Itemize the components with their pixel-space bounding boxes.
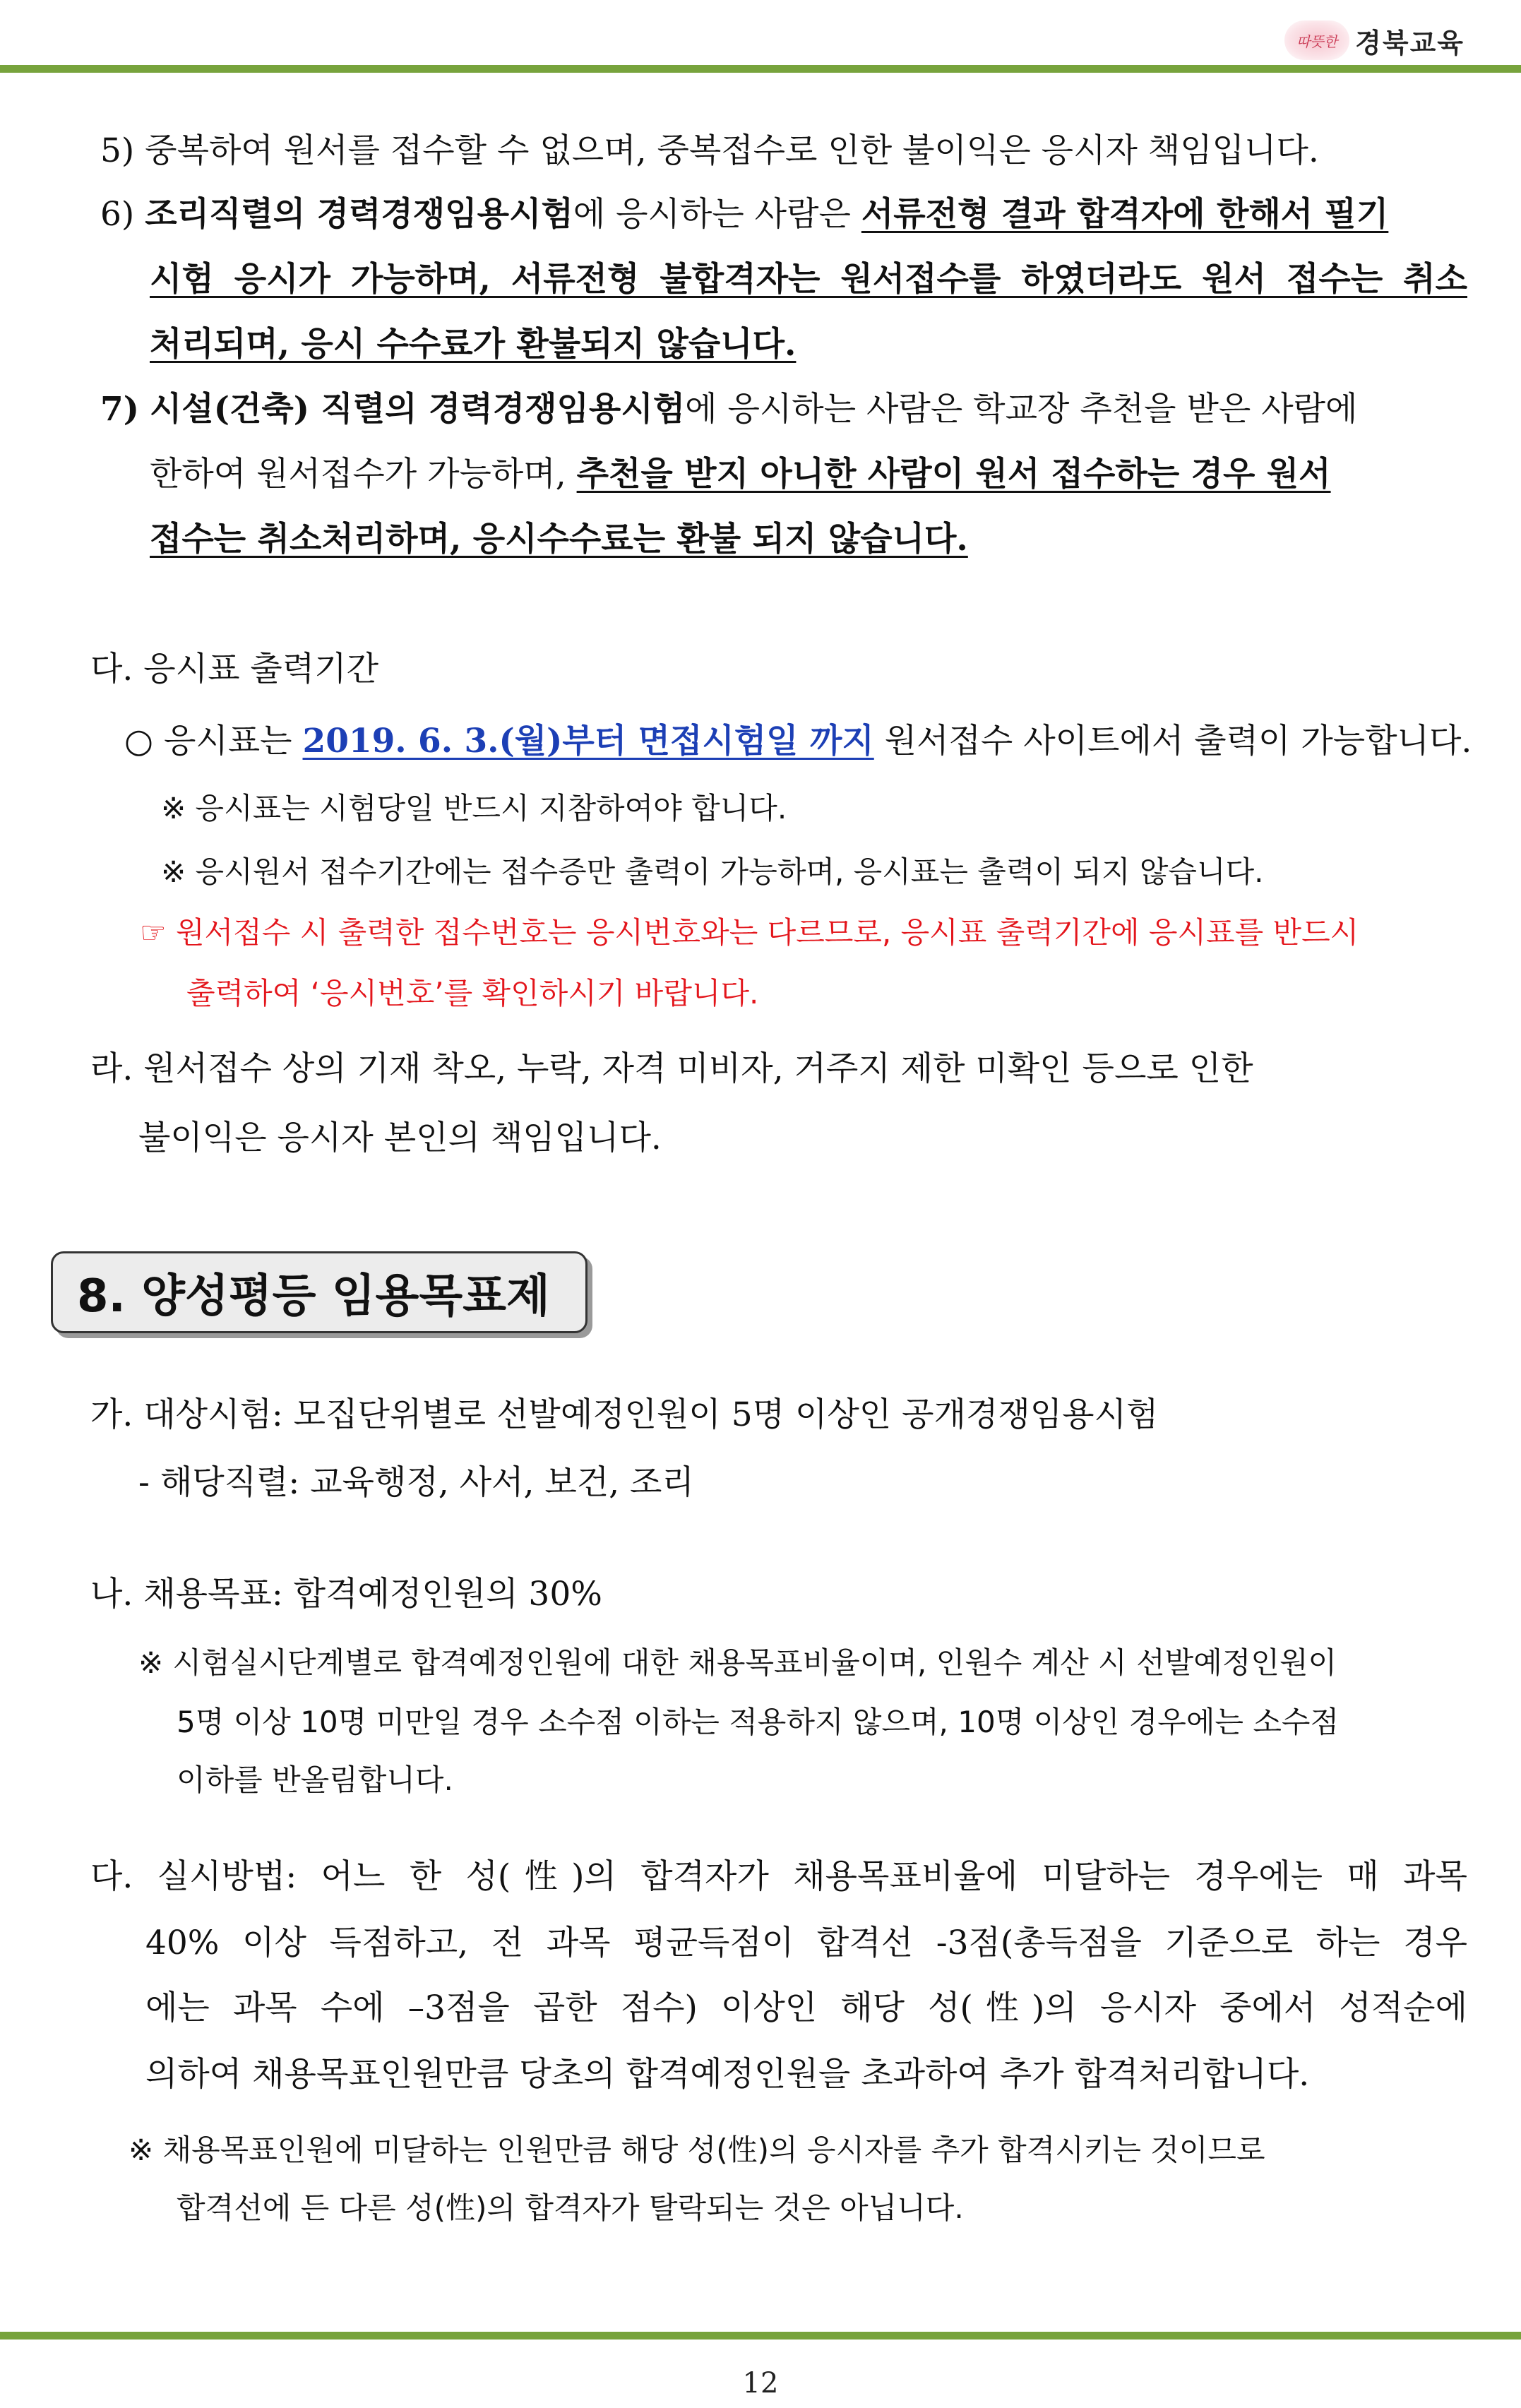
- da-line-4: 의하여 채용목표인원만큼 당초의 합격예정인원을 초과하여 추가 합격처리합니다.: [145, 2055, 1310, 2094]
- print-period-bullet: [124, 709, 1473, 774]
- na-note-2: 5명 이상 10명 미만일 경우 소수점 이하는 적용하지 않으며, 10명 이상인 경우에는 소수점: [177, 1705, 1340, 1739]
- section8-na: 나. 채용목표: 합격예정인원의 30%: [90, 1575, 602, 1614]
- item6-line2: [150, 247, 1467, 312]
- section-8-title-text: 8. 양성평등 임용목표제: [77, 1270, 550, 1323]
- bullet-tail: 원서접수 사이트에서 출력이 가능합니다.: [873, 722, 1472, 761]
- list-item-6: [100, 182, 1467, 247]
- item6-mid: 에 응시하는 사람은: [573, 195, 861, 234]
- list-item-7: [100, 377, 1467, 442]
- item7-number: 7): [100, 390, 139, 429]
- item6-bold: 조리직렬의 경력경쟁임용시험: [145, 195, 573, 234]
- item6-underlined-2: 시험 응시가 가능하며, 서류전형 불합격자는 원서접수를 하였더라도 원서 접수는 취소: [150, 260, 1467, 299]
- item6-number: 6): [100, 195, 135, 234]
- logo-emblem: [1284, 20, 1349, 60]
- item6-underlined-1: 서류전형 결과 합격자에 한해서 필기: [861, 195, 1389, 234]
- logo-text: 경북교육: [1355, 26, 1465, 59]
- item7-line3: [150, 507, 1467, 572]
- da-note-1: ※ 채용목표인원에 미달하는 인원만큼 해당 성(性)의 응시자를 추가 합격시키는 것이므로: [129, 2133, 1265, 2167]
- da-line-2: 40% 이상 득점하고, 전 과목 평균득점이 합격선 -3점(총득점을 기준으로 하는 경우: [145, 1924, 1467, 1962]
- item7-mid: 에 응시하는 사람은 학교장 추천을 받은 사람에: [685, 390, 1358, 429]
- ra-line-2: 불이익은 응시자 본인의 책임입니다.: [138, 1119, 662, 1157]
- da-line-3: 에는 과목 수에 –3점을 곱한 점수) 이상인 해당 성(性)의 응시자 중에서 성적순에: [145, 1989, 1467, 2027]
- item7-underlined-3: 접수는 취소처리하며, 응시수수료는 환불 되지 않습니다.: [150, 520, 968, 559]
- section8-ga-sub: - 해당직렬: 교육행정, 사서, 보건, 조리: [138, 1463, 694, 1502]
- print-period-dates: 2019. 6. 3.(월)부터 면접시험일 까지: [302, 722, 874, 761]
- item7-line2-plain: 한하여 원서접수가 가능하며,: [150, 455, 577, 494]
- da-line-1: 다. 실시방법: 어느 한 성(性)의 합격자가 채용목표비율에 미달하는 경우에는 매 과목: [90, 1857, 1467, 1896]
- print-period-heading: 다. 응시표 출력기간: [90, 650, 379, 689]
- header-rule: [0, 65, 1521, 73]
- header-logo: [1284, 16, 1465, 65]
- print-note-1: ※ 응시표는 시험당일 반드시 지참하여야 합니다.: [161, 791, 787, 825]
- list-item-5: 5) 중복하여 원서를 접수할 수 없으며, 중복접수로 인한 불이익은 응시자 책임입니다.: [100, 131, 1319, 170]
- print-note-2: ※ 응시원서 접수기간에는 접수증만 출력이 가능하며, 응시표는 출력이 되지 않습니다.: [161, 854, 1264, 889]
- logo-small-text: 따뜻한: [1296, 32, 1338, 50]
- item6-line3: [150, 312, 1467, 377]
- section8-ga: 가. 대상시험: 모집단위별로 선발예정인원이 5명 이상인 공개경쟁임용시험: [90, 1395, 1159, 1434]
- print-warning-line-2: 출력하여 ‘응시번호’를 확인하시기 바랍니다.: [186, 976, 759, 1011]
- section-8-title: [51, 1251, 587, 1333]
- item6-underlined-3: 처리되며, 응시 수수료가 환불되지 않습니다.: [150, 325, 797, 364]
- item7-line2-underlined: 추천을 받지 아니한 사람이 원서 접수하는 경우 원서: [576, 455, 1331, 494]
- footer-rule: [0, 2332, 1521, 2340]
- da-note-2: 합격선에 든 다른 성(性)의 합격자가 탈락되는 것은 아닙니다.: [177, 2191, 964, 2225]
- item7-bold: 시설(건축) 직렬의 경력경쟁임용시험: [149, 390, 686, 429]
- ra-line-1: 라. 원서접수 상의 기재 착오, 누락, 자격 미비자, 거주지 제한 미확인 등으로 인한: [90, 1049, 1253, 1088]
- bullet-lead: ○ 응시표는: [124, 722, 303, 761]
- na-note-3: 이하를 반올림합니다.: [177, 1763, 453, 1797]
- item7-line2: [150, 442, 1467, 507]
- page-number: 12: [742, 2367, 779, 2400]
- print-warning-line-1: ☞ 원서접수 시 출력한 접수번호는 응시번호와는 다르므로, 응시표 출력기간에 응시표를 반드시: [140, 915, 1359, 950]
- na-note-1: ※ 시험실시단계별로 합격예정인원에 대한 채용목표비율이며, 인원수 계산 시 선발예정인원이: [138, 1645, 1337, 1680]
